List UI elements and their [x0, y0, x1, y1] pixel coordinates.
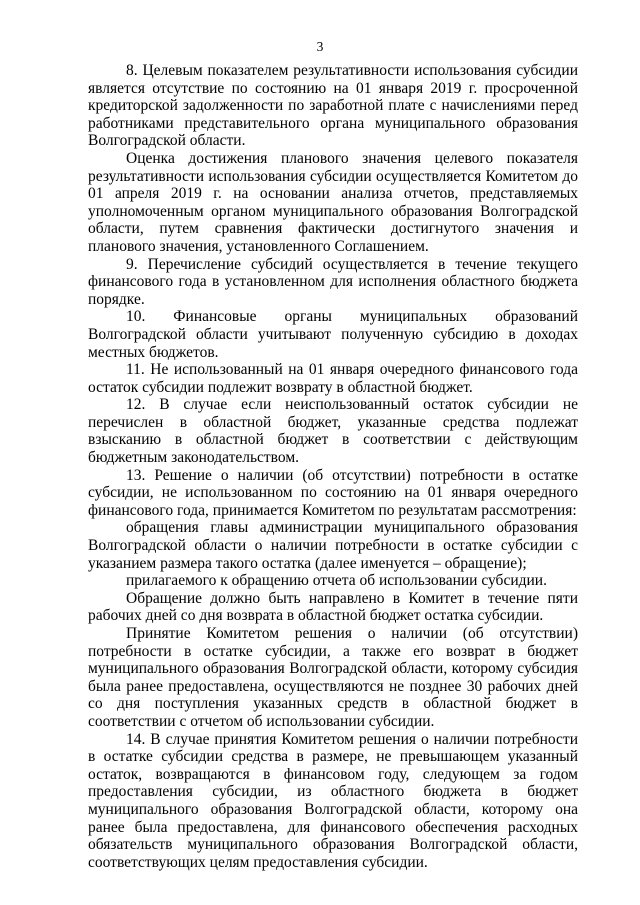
paragraph-14: 14. В случае принятия Комитетом решения о наличии потребности в остатке субсидии средства в размере, не превышающем указанный остаток, возвращаются в финансовом году, следующем за годом предоставления субсидии, из областного бюджета в бюджет муниципального образования Волгоградской области, которому она ранее была предоставлена, для финансового обеспечения расходных обязательств муниципального образования Волгоградской области, соответствующих целям предоставления субсидии.: [88, 730, 578, 871]
paragraph-12: 12. В случае если неиспользованный остаток субсидии не перечислен в областной бюджет, указанные средства подлежат взысканию в областной бюджет в соответствии с действующим бюджетным законодательством.: [88, 396, 578, 467]
paragraph-13: 13. Решение о наличии (об отсутствии) потребности в остатке субсидии, не использованном по состоянию на 01 января очередного финансового года, принимается Комитетом по результатам рассмотрения:: [88, 466, 578, 519]
paragraph-request-deadline: Обращение должно быть направлено в Комитет в течение пяти рабочих дней со дня возврата в областной бюджет остатка субсидии.: [88, 589, 578, 625]
paragraph-8: 8. Целевым показателем результативности использования субсидии является отсутствие по состоянию на 01 января 2019 г. просроченной кредиторской задолженности по заработной плате с начислениями перед работниками представительного органа муниципального образования Волгоградской области.: [88, 62, 578, 150]
document-body: [88, 62, 578, 871]
paragraph-11: 11. Не использованный на 01 января очередного финансового года остаток субсидии подлежит возврату в областной бюджет.: [88, 361, 578, 396]
paragraph-9: 9. Перечисление субсидий осуществляется в течение текущего финансового года в установленном для исполнения областного бюджета порядке.: [88, 255, 578, 308]
paragraph-decision: Принятие Комитетом решения о наличии (об отсутствии) потребности в остатке субсидии, а также его возврат в бюджет муниципального образования Волгоградской области, которому субсидия была ранее предоставлена, осуществляются не позднее 30 рабочих дней со дня поступления указанных средств в областной бюджет в соответствии с отчетом об использовании субсидии.: [88, 625, 578, 730]
paragraph-request-item: обращения главы администрации муниципального образования Волгоградской области о наличии потребности в остатке субсидии с указанием размера такого остатка (далее именуется – обращение);: [88, 519, 578, 572]
page-number: 3: [316, 39, 324, 54]
paragraph-evaluation: Оценка достижения планового значения целевого показателя результативности использования субсидии осуществляется Комитетом до 01 апреля 2019 г. на основании анализа отчетов, представляемых уполномоченным органом муниципального образования Волгоградской области, путем сравнения фактически достигнутого значения и планового значения, установленного Соглашением.: [88, 149, 578, 255]
paragraph-report-item: прилагаемого к обращению отчета об использовании субсидии.: [126, 572, 547, 590]
paragraph-10: 10. Финансовые органы муниципальных образований Волгоградской области учитывают полученную субсидию в доходах местных бюджетов.: [88, 308, 578, 361]
